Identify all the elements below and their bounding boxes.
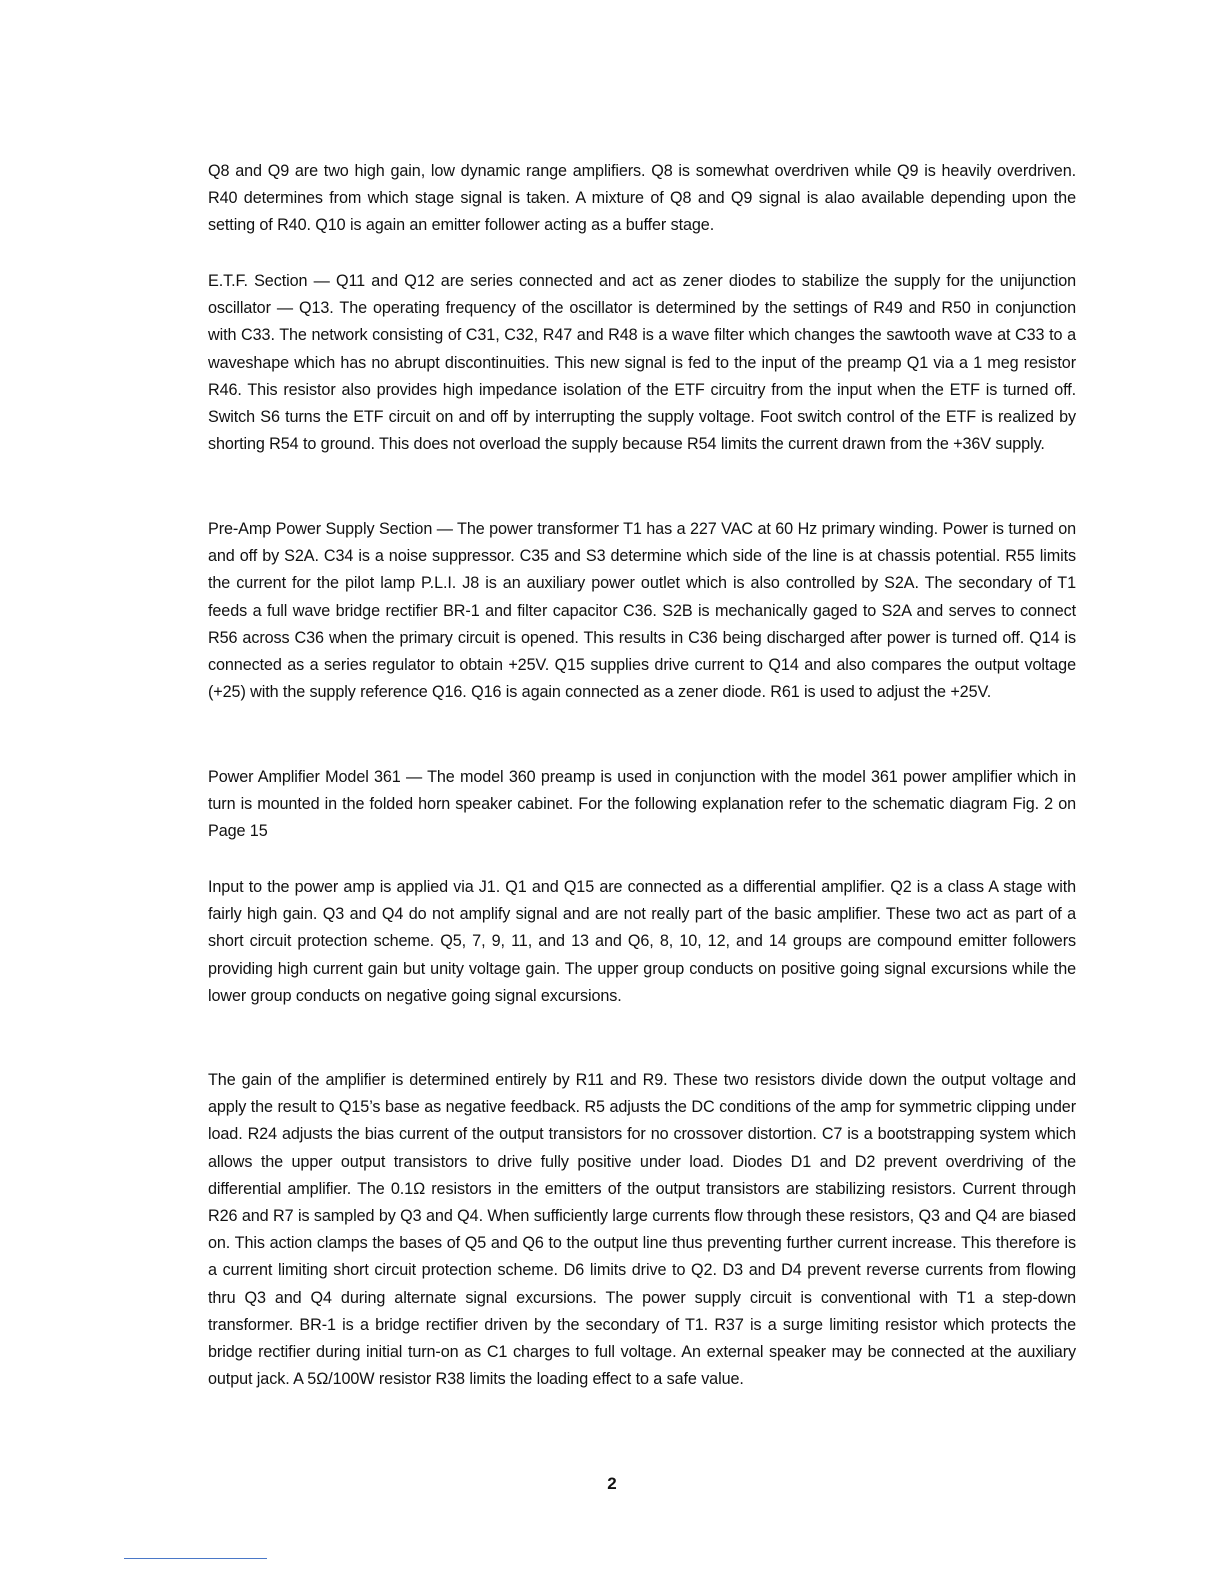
paragraph-etf-section: E.T.F. Section — Q11 and Q12 are series connected and act as zener diodes to stabilize the supply for the unijunction oscillator — Q13. The operating frequency of the oscillator is determined by the settings of R49 and R50 in conjunction with C33. The network consisting of C31, C32, R47 and R48 is a wave filter which changes the sawtooth wave at C33 to a waveshape which has no abrupt discontinuities. This new signal is fed to the input of the preamp Q1 via a 1 meg resistor R46. This resistor also provides high impedance isolation of the ETF circuitry from the input when the ETF is turned off. Switch S6 turns the ETF circuit on and off by interrupting the supply voltage. Foot switch control of the ETF is realized by shorting R54 to ground. This does not overload the supply because R54 limits the current drawn from the +36V supply. <box>208 272 1076 454</box>
footnote-divider <box>124 1558 267 1559</box>
paragraph-preamp-power-supply: Pre-Amp Power Supply Section — The power transformer T1 has a 227 VAC at 60 Hz primary winding. Power is turned on and off by S2A. C34 is a noise suppressor. C35 and S3 determine which side of the line is at chassis potential. R55 limits the current for the pilot lamp P.L.I. J8 is an auxiliary power outlet which is also controlled by S2A. The secondary of T1 feeds a full wave bridge rectifier BR-1 and filter capacitor C36. S2B is mechanically gaged to S2A and serves to connect R56 across C36 when the primary circuit is opened. This results in C36 being discharged after power is turned off. Q14 is connected as a series regulator to obtain +25V. Q15 supplies drive current to Q14 and also compares the output voltage (+25) with the supply reference Q16. Q16 is again connected as a zener diode. R61 is used to adjust the +25V. <box>208 520 1076 702</box>
paragraph-amplifier-gain: The gain of the amplifier is determined entirely by R11 and R9. These two resistors divide down the output voltage and apply the result to Q15’s base as negative feedback. R5 adjusts the DC conditions of the amp for symmetric clipping under load. R24 adjusts the bias current of the output transistors for no crossover distortion. C7 is a bootstrapping system which allows the upper output transistors to drive fully positive under load. Diodes D1 and D2 prevent overdriving of the differential amplifier. The 0.1Ω resistors in the emitters of the output transistors are stabilizing resistors. Current through R26 and R7 is sampled by Q3 and Q4. When sufficiently large currents flow through these resistors, Q3 and Q4 are biased on. This action clamps the bases of Q5 and Q6 to the output line thus preventing further current increase. This therefore is a current limiting short circuit protection scheme. D6 limits drive to Q2. D3 and D4 prevent reverse currents from flowing thru Q3 and Q4 during alternate signal excursions. The power supply circuit is conventional with T1 a step-down transformer. BR-1 is a bridge rectifier driven by the secondary of T1. R37 is a surge limiting resistor which protects the bridge rectifier during initial turn-on as C1 charges to full voltage. An external speaker may be connected at the auxiliary output jack. A 5Ω/100W resistor R38 limits the loading effect to a safe value. <box>208 1071 1076 1389</box>
page-number: 2 <box>607 1474 617 1493</box>
paragraph-power-amp-input: Input to the power amp is applied via J1. Q1 and Q15 are connected as a differential amplifier. Q2 is a class A stage with fairly high gain. Q3 and Q4 do not amplify signal and are not really part of the basic amplifier. These two act as part of a short circuit protection scheme. Q5, 7, 9, 11, and 13 and Q6, 8, 10, 12, and 14 groups are compound emitter followers providing high current gain but unity voltage gain. The upper group conducts on positive going signal excursions while the lower group conducts on negative going signal excursions. <box>208 878 1076 1005</box>
paragraph-power-amplifier-model-361: Power Amplifier Model 361 — The model 360 preamp is used in conjunction with the model 361 power amplifier which in turn is mounted in the folded horn speaker cabinet. For the following explanation refer to the schematic diagram Fig. 2 on Page 15 <box>208 768 1076 841</box>
paragraph-q8-q9-amplifiers: Q8 and Q9 are two high gain, low dynamic range amplifiers. Q8 is somewhat overdriven while Q9 is heavily overdriven. R40 determines from which stage signal is taken. A mixture of Q8 and Q9 signal is alao available depending upon the setting of R40. Q10 is again an emitter follower acting as a buffer stage. <box>208 162 1076 235</box>
